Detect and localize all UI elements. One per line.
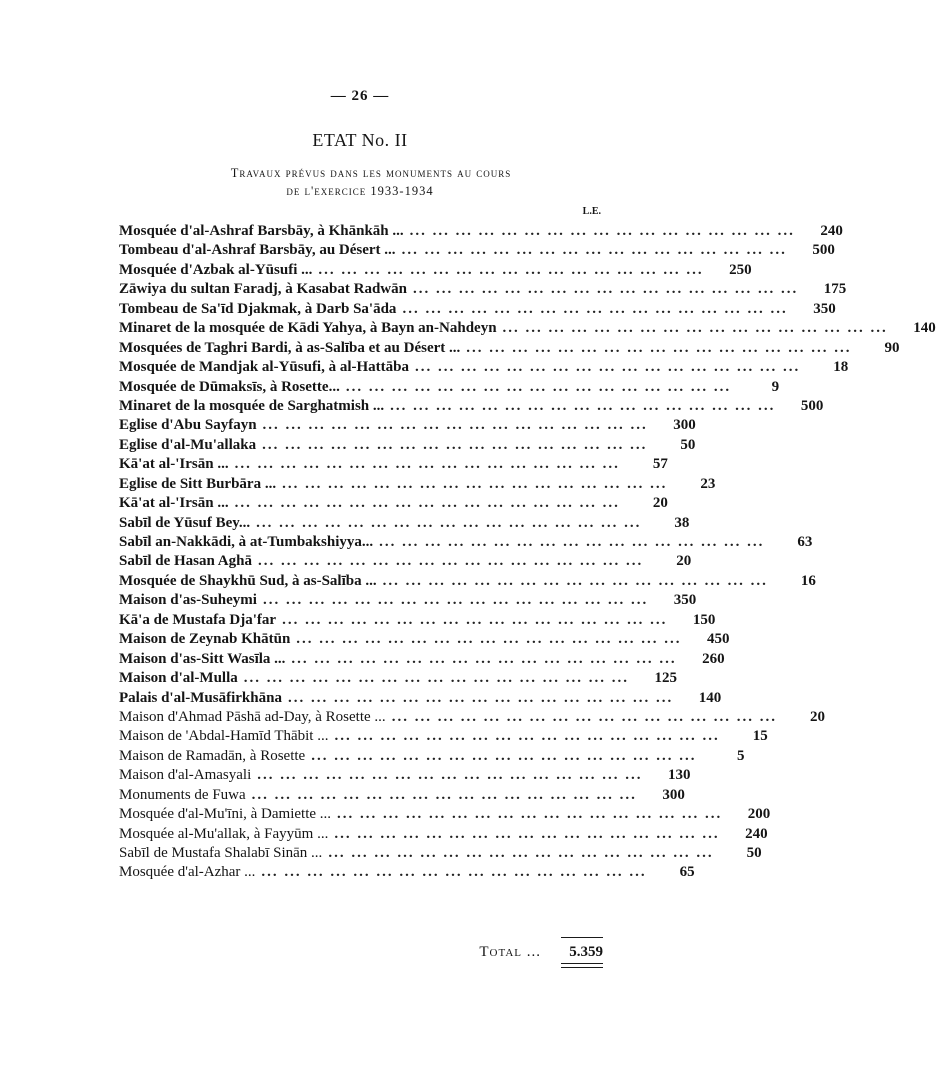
list-item [119, 805, 771, 824]
dot-leader [312, 261, 703, 280]
dot-leader [305, 747, 696, 766]
total-rule [561, 937, 603, 938]
dot-leader [276, 611, 667, 630]
list-item [119, 591, 697, 610]
dot-leader [331, 805, 722, 824]
item-amount: 140 [698, 689, 722, 706]
item-label: Mosquées de Taghri Bardi, à as-Salība et au Désert ... [119, 339, 461, 356]
total-value: 5.359 [569, 944, 603, 960]
item-label: Mosquée d'al-Ashraf Barsbāy, à Khānkāh ... [119, 223, 404, 239]
item-amount: 20 [676, 553, 692, 570]
list-item [119, 378, 780, 397]
item-label: Sabīl de Yūsuf Bey... [119, 514, 251, 531]
list-item [119, 436, 696, 455]
table-subtitle [0, 164, 720, 200]
item-amount: 16 [800, 572, 816, 589]
item-label: Mosquée d'Azbak al-Yūsufi ... [119, 261, 313, 278]
list-item [119, 455, 668, 474]
dot-leader [256, 436, 647, 455]
item-amount: 500 [812, 242, 835, 259]
list-item [119, 844, 762, 863]
item-label: Kā'a de Mustafa Dja'far [119, 611, 277, 628]
item-label: Maison d'as-Sitt Wasīla ... [119, 650, 286, 667]
dot-leader [328, 825, 719, 844]
item-label: Kā'at al-'Irsān ... [119, 495, 229, 512]
dot-leader [282, 689, 673, 708]
item-amount: 15 [752, 728, 768, 745]
item-label: Sabīl de Hasan Aghā [119, 553, 252, 570]
dot-leader [396, 300, 787, 319]
item-amount: 20 [809, 708, 825, 725]
dot-leader [251, 766, 642, 785]
dot-leader [409, 358, 800, 377]
item-label: Mosquée de Mandjak al-Yūsufi, à al-Hattāba [119, 359, 410, 376]
item-amount: 130 [668, 767, 691, 784]
item-amount: 90 [884, 339, 900, 356]
dot-leader [257, 416, 648, 435]
dot-leader [252, 552, 643, 571]
item-amount: 260 [702, 650, 725, 667]
dot-leader [322, 844, 713, 863]
item-amount: 240 [745, 825, 768, 842]
list-item [119, 319, 936, 338]
item-amount: 20 [652, 495, 668, 512]
dot-leader [497, 319, 888, 338]
item-amount: 250 [729, 261, 752, 278]
item-label: Eglise d'Abu Sayfayn [119, 417, 257, 434]
item-amount: 500 [800, 397, 824, 414]
item-amount: 57 [652, 456, 668, 473]
dot-leader [290, 630, 681, 649]
list-item [119, 552, 692, 571]
list-item [119, 650, 725, 669]
item-amount: 350 [673, 592, 697, 609]
item-label: Maison d'al-Amasyali [119, 767, 252, 784]
item-label: Mosquée d'al-Azhar ... [119, 864, 256, 881]
total-row [420, 942, 603, 962]
dot-leader [238, 669, 629, 688]
item-label: Eglise de Sitt Burbāra ... [119, 475, 277, 492]
dot-leader [460, 339, 851, 358]
list-item [119, 708, 825, 727]
list-item [119, 494, 668, 513]
dot-leader [386, 708, 777, 727]
item-label: Kā'at al-'Irsān ... [119, 456, 229, 473]
list-item [119, 397, 824, 416]
item-amount: 200 [747, 806, 771, 823]
item-label: Tombeau d'al-Ashraf Barsbāy, au Désert ... [119, 242, 396, 259]
dot-leader [340, 378, 731, 397]
dot-leader [246, 786, 637, 805]
dot-leader [276, 475, 667, 494]
page-number: — 26 — [330, 88, 390, 104]
list-item [119, 222, 843, 241]
expense-list [119, 222, 936, 883]
list-item [119, 475, 716, 494]
item-label: Eglise d'al-Mu'allaka [119, 436, 257, 453]
total-double-rule [561, 963, 603, 968]
item-label: Minaret de la mosquée de Sarghatmish ... [119, 397, 385, 414]
item-amount: 23 [700, 475, 716, 492]
dot-leader [407, 280, 798, 299]
item-amount: 9 [771, 378, 780, 395]
dot-leader [328, 727, 719, 746]
dot-leader [377, 572, 768, 591]
item-label: Mosquée de Shaykhū Sud, à as-Salība ... [119, 572, 377, 589]
item-amount: 5 [736, 747, 745, 764]
dot-leader [285, 650, 676, 669]
list-item [119, 766, 691, 785]
item-label: Maison de 'Abdal-Hamīd Thābit ... [119, 728, 329, 745]
item-amount: 38 [674, 514, 690, 531]
item-amount: 300 [673, 417, 696, 434]
item-label: Mosquée al-Mu'allak, à Fayyūm ... [119, 825, 329, 842]
item-amount: 50 [680, 436, 696, 453]
item-label: Mosquée de Dūmaksīs, à Rosette... [119, 378, 340, 395]
dot-leader [229, 455, 620, 474]
item-label: Minaret de la mosquée de Kādi Yahya, à Bayn an-Nahdeyn [119, 320, 497, 337]
list-item [119, 747, 745, 766]
list-item [119, 689, 722, 708]
item-label: Palais d'al-Musāfirkhāna [119, 689, 282, 706]
subtitle-line-1: Travaux prévus dans les monuments au cours [230, 166, 512, 180]
item-amount: 50 [746, 845, 762, 861]
item-amount: 140 [913, 320, 936, 337]
item-amount: 300 [662, 786, 685, 803]
list-item [119, 611, 716, 630]
dot-leader [373, 533, 764, 552]
list-item [119, 358, 849, 377]
list-item [119, 339, 900, 358]
item-label: Maison de Ramadān, à Rosette [119, 747, 306, 764]
list-item [119, 825, 768, 844]
list-item [119, 863, 695, 882]
list-item [119, 727, 768, 746]
list-item [119, 280, 847, 299]
item-label: Zāwiya du sultan Faradj, à Kasabat Radwān [119, 281, 407, 298]
dot-leader [250, 514, 641, 533]
list-item [119, 241, 835, 260]
item-amount: 240 [820, 223, 843, 239]
item-label: Maison de Zeynab Khātūn [119, 631, 291, 648]
item-amount: 175 [823, 281, 847, 298]
item-label: Mosquée d'al-Mu'īni, à Damiette ... [119, 806, 332, 823]
list-item [119, 533, 813, 552]
item-label: Sabīl an-Nakkādi, à at-Tumbakshiyya... [119, 534, 374, 550]
item-label: Tombeau de Sa'īd Djakmak, à Darb Sa'āda [119, 300, 397, 317]
list-item [119, 572, 816, 591]
item-label: Sabīl de Mustafa Shalabī Sinān ... [119, 845, 323, 861]
dot-leader [229, 494, 620, 513]
dot-leader [384, 397, 775, 416]
list-item [119, 416, 696, 435]
list-item [119, 514, 690, 533]
total-label: Total ... [479, 944, 541, 960]
item-amount: 350 [813, 300, 836, 317]
list-item [119, 786, 685, 805]
item-amount: 125 [654, 670, 678, 687]
dot-leader [257, 591, 648, 610]
list-item [119, 261, 752, 280]
item-label: Maison d'al-Mulla [119, 670, 238, 687]
list-item [119, 630, 730, 649]
item-label: Maison d'as-Suheymi [119, 592, 257, 609]
item-amount: 18 [833, 359, 849, 376]
table-title: ETAT No. II [312, 130, 408, 150]
item-label: Monuments de Fuwa [119, 786, 246, 803]
item-amount: 63 [797, 534, 813, 550]
list-item [119, 300, 836, 319]
item-label: Maison d'Ahmad Pāshā ad-Day, à Rosette ... [119, 708, 386, 725]
item-amount: 150 [692, 611, 716, 628]
currency-unit-header: L.E. [582, 206, 601, 217]
dot-leader [255, 863, 646, 882]
item-amount: 65 [679, 864, 695, 881]
list-item [119, 669, 678, 688]
subtitle-line-2: de l'exercice 1933-1934 [286, 184, 434, 198]
item-amount: 450 [707, 631, 730, 648]
dot-leader [396, 241, 787, 260]
dot-leader [404, 222, 795, 241]
